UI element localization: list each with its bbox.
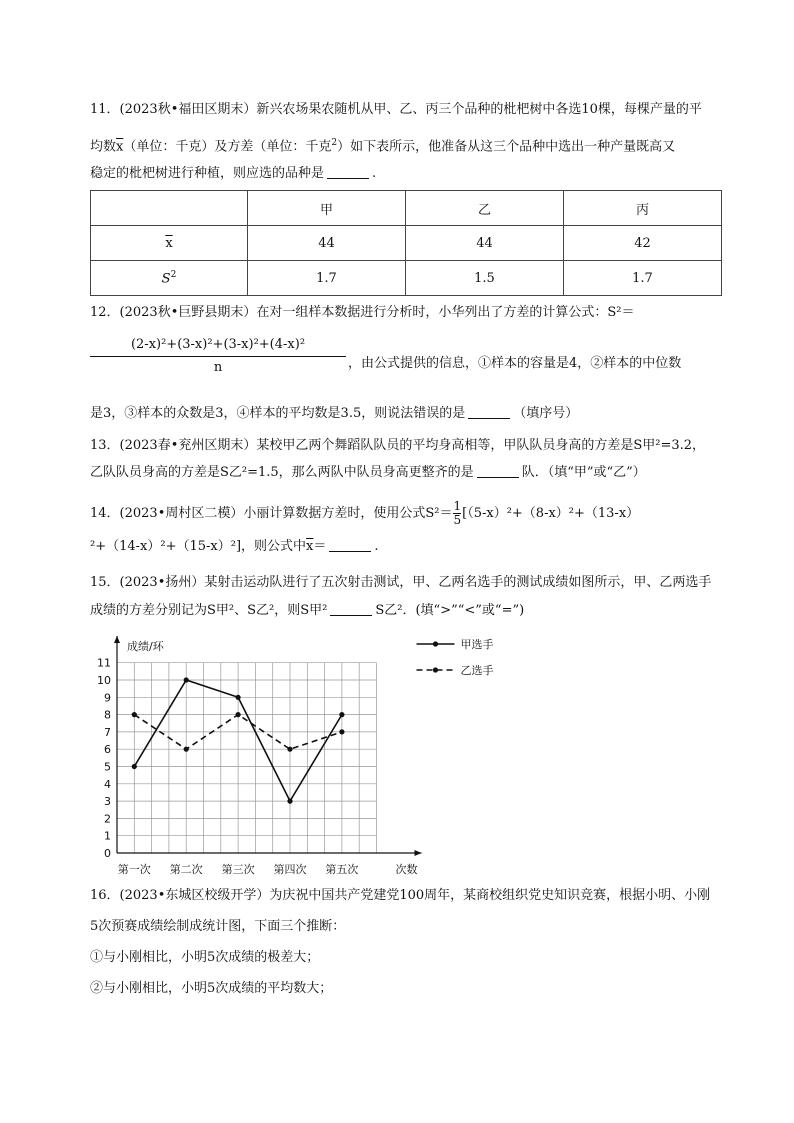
data-point bbox=[184, 747, 189, 752]
q13-line2-text: 乙队队员身高的方差是S乙²=1.5，那么两队中队员身高更整齐的是 bbox=[90, 465, 474, 480]
legend-label: 甲选手 bbox=[460, 638, 494, 651]
q13-line2 bbox=[90, 463, 646, 483]
s-label: S bbox=[161, 271, 171, 287]
y-axis-label: 成绩/环 bbox=[127, 640, 164, 653]
legend-marker bbox=[433, 641, 438, 646]
q13-line1: 13．(2023春•兖州区期末）某校甲乙两个舞蹈队队员的平均身高相等，甲队队员身高的方差是S甲²=3.2， bbox=[90, 438, 706, 453]
q16-line1: 16．(2023•东城区校级开学）为庆祝中国共产党建党100周年，某商校组织党史知识竞赛，根据小明、小刚 bbox=[90, 888, 711, 903]
q15-answer-blank[interactable] bbox=[330, 601, 372, 616]
q16-line2: 5次预赛成绩绘制成统计图，下面三个推断： bbox=[90, 919, 346, 934]
y-tick-label: 8 bbox=[104, 708, 111, 722]
x-tick-label: 第二次 bbox=[169, 863, 203, 876]
data-point bbox=[339, 712, 344, 717]
x-tick-label: 第四次 bbox=[273, 863, 307, 876]
x-tick-label: 第五次 bbox=[325, 863, 359, 876]
q14-xbar: $\overline{x}$ bbox=[306, 539, 314, 554]
y-axis-arrow bbox=[114, 636, 120, 643]
table-row-label bbox=[91, 261, 248, 296]
table-cell: 1.7 bbox=[248, 261, 406, 296]
q11-sup: 2 bbox=[331, 138, 338, 148]
q11-line3-text: 稳定的枇杷树进行种植，则应选的品种是 bbox=[90, 166, 325, 181]
q11-line2a: 均数 bbox=[90, 139, 117, 155]
legend-marker bbox=[433, 667, 438, 672]
fraction-bar bbox=[90, 356, 346, 357]
q13-answer-blank[interactable] bbox=[477, 463, 519, 478]
table-cell bbox=[91, 191, 248, 226]
q16-item2: ②与小刚相比，小明5次成绩的平均数大； bbox=[90, 981, 333, 996]
table-cell: 44 bbox=[248, 226, 406, 261]
table-header: 乙 bbox=[406, 191, 564, 226]
q12-answer-blank[interactable] bbox=[468, 404, 510, 419]
xbar-label: $\overline{x}$ bbox=[165, 235, 173, 251]
q15-line1: 15．(2023•扬州）某射击运动队进行了五次射击测试，甲、乙两名选手的测试成绩如图所示，甲、乙两选手 bbox=[90, 575, 712, 590]
score-line-chart bbox=[80, 628, 500, 878]
q14-line1 bbox=[90, 500, 639, 527]
q14-line1b: [（5-x）²+（8-x）²+（13-x） bbox=[462, 506, 640, 521]
q12-numerator: (2-x)²+(3-x)²+(3-x)²+(4-x)² bbox=[130, 337, 306, 352]
table-row bbox=[91, 191, 722, 226]
y-tick-label: 10 bbox=[97, 674, 111, 687]
y-tick-label: 4 bbox=[104, 777, 111, 791]
x-axis-label: 次数 bbox=[395, 863, 418, 876]
x-axis-arrow bbox=[415, 850, 422, 856]
y-tick-label: 6 bbox=[104, 743, 111, 757]
q12-line3 bbox=[90, 404, 578, 424]
q11-line2b: （单位：千克）及方差（单位：千克 bbox=[123, 139, 332, 155]
data-point bbox=[339, 729, 344, 734]
q12-line3-end: （填序号） bbox=[513, 406, 579, 421]
q12-formula bbox=[90, 336, 346, 377]
q14-frac-num: 1 bbox=[453, 499, 462, 513]
y-tick-label: 5 bbox=[104, 760, 111, 774]
y-tick-label: 2 bbox=[104, 812, 111, 826]
q11-line2 bbox=[90, 133, 675, 157]
s-sup: 2 bbox=[170, 269, 177, 280]
q11-line1: 11．(2023秋•福田区期末）新兴农场果农随机从甲、乙、丙三个品种的枇杷树中各选10棵，每棵产量的平 bbox=[90, 102, 702, 117]
q11-answer-blank[interactable] bbox=[327, 164, 369, 179]
q14-line2b: ＝ bbox=[313, 539, 327, 554]
q14-line1a: 14．(2023•周村区二模）小丽计算数据方差时，使用公式S²＝ bbox=[90, 506, 453, 521]
x-tick-label: 第三次 bbox=[221, 863, 255, 876]
q14-line2 bbox=[90, 537, 379, 557]
y-tick-label: 9 bbox=[104, 691, 111, 705]
table-cell: 1.5 bbox=[406, 261, 564, 296]
q15-line2 bbox=[90, 601, 524, 621]
q11-line2c: ）如下表所示，他准备从这三个品种中选出一种产量既高又 bbox=[337, 139, 676, 155]
table-row-label bbox=[91, 226, 248, 261]
q16-item1: ①与小刚相比，小明5次成绩的极差大； bbox=[90, 950, 320, 965]
y-tick-label: 7 bbox=[104, 725, 111, 739]
table-row bbox=[91, 261, 722, 296]
q12-line1: 12．(2023秋•巨野县期末）在对一组样本数据进行分析时，小华列出了方差的计算公式：S²＝ bbox=[90, 305, 635, 320]
x-tick-label: 第一次 bbox=[117, 863, 151, 876]
q15-line2b: S乙²．(填“>”“<”或“=”) bbox=[375, 603, 525, 618]
q14-answer-blank[interactable] bbox=[329, 537, 371, 552]
data-point bbox=[287, 747, 292, 752]
q14-frac-den: 5 bbox=[453, 513, 462, 527]
q14-line2-end: . bbox=[374, 539, 379, 554]
table-cell: 1.7 bbox=[564, 261, 722, 296]
y-tick-label: 11 bbox=[97, 656, 111, 670]
table-header: 甲 bbox=[248, 191, 406, 226]
data-point bbox=[132, 712, 137, 717]
q14-line2a: ²+（14-x）²+（15-x）²]，则公式中 bbox=[90, 539, 307, 554]
q14-fraction bbox=[453, 500, 461, 527]
data-point bbox=[236, 695, 241, 700]
q11-table bbox=[90, 190, 722, 296]
q11-xbar: $\overline{x}$ bbox=[116, 139, 124, 155]
y-tick-label: 0 bbox=[104, 847, 111, 860]
legend-label: 乙选手 bbox=[460, 664, 494, 677]
q12-line2: ，由公式提供的信息，①样本的容量是4，②样本的中位数 bbox=[348, 356, 682, 371]
data-point bbox=[132, 764, 137, 769]
table-row bbox=[91, 226, 722, 261]
table-cell: 42 bbox=[564, 226, 722, 261]
q15-line2a: 成绩的方差分别记为S甲²、S乙²，则S甲² bbox=[90, 603, 328, 618]
y-tick-label: 3 bbox=[104, 795, 111, 809]
q11-line3 bbox=[90, 164, 376, 184]
q13-line2-end: 队．（填“甲”或“乙”） bbox=[521, 465, 646, 480]
table-cell: 44 bbox=[406, 226, 564, 261]
q12-line3-text: 是3，③样本的众数是3，④样本的平均数是3.5，则说法错误的是 bbox=[90, 406, 466, 421]
data-point bbox=[287, 799, 292, 804]
table-header: 丙 bbox=[564, 191, 722, 226]
data-point bbox=[184, 677, 189, 682]
q11-line3-end: . bbox=[372, 166, 377, 181]
q12-denominator: n bbox=[213, 360, 223, 375]
data-point bbox=[236, 712, 241, 717]
y-tick-label: 1 bbox=[104, 829, 111, 843]
